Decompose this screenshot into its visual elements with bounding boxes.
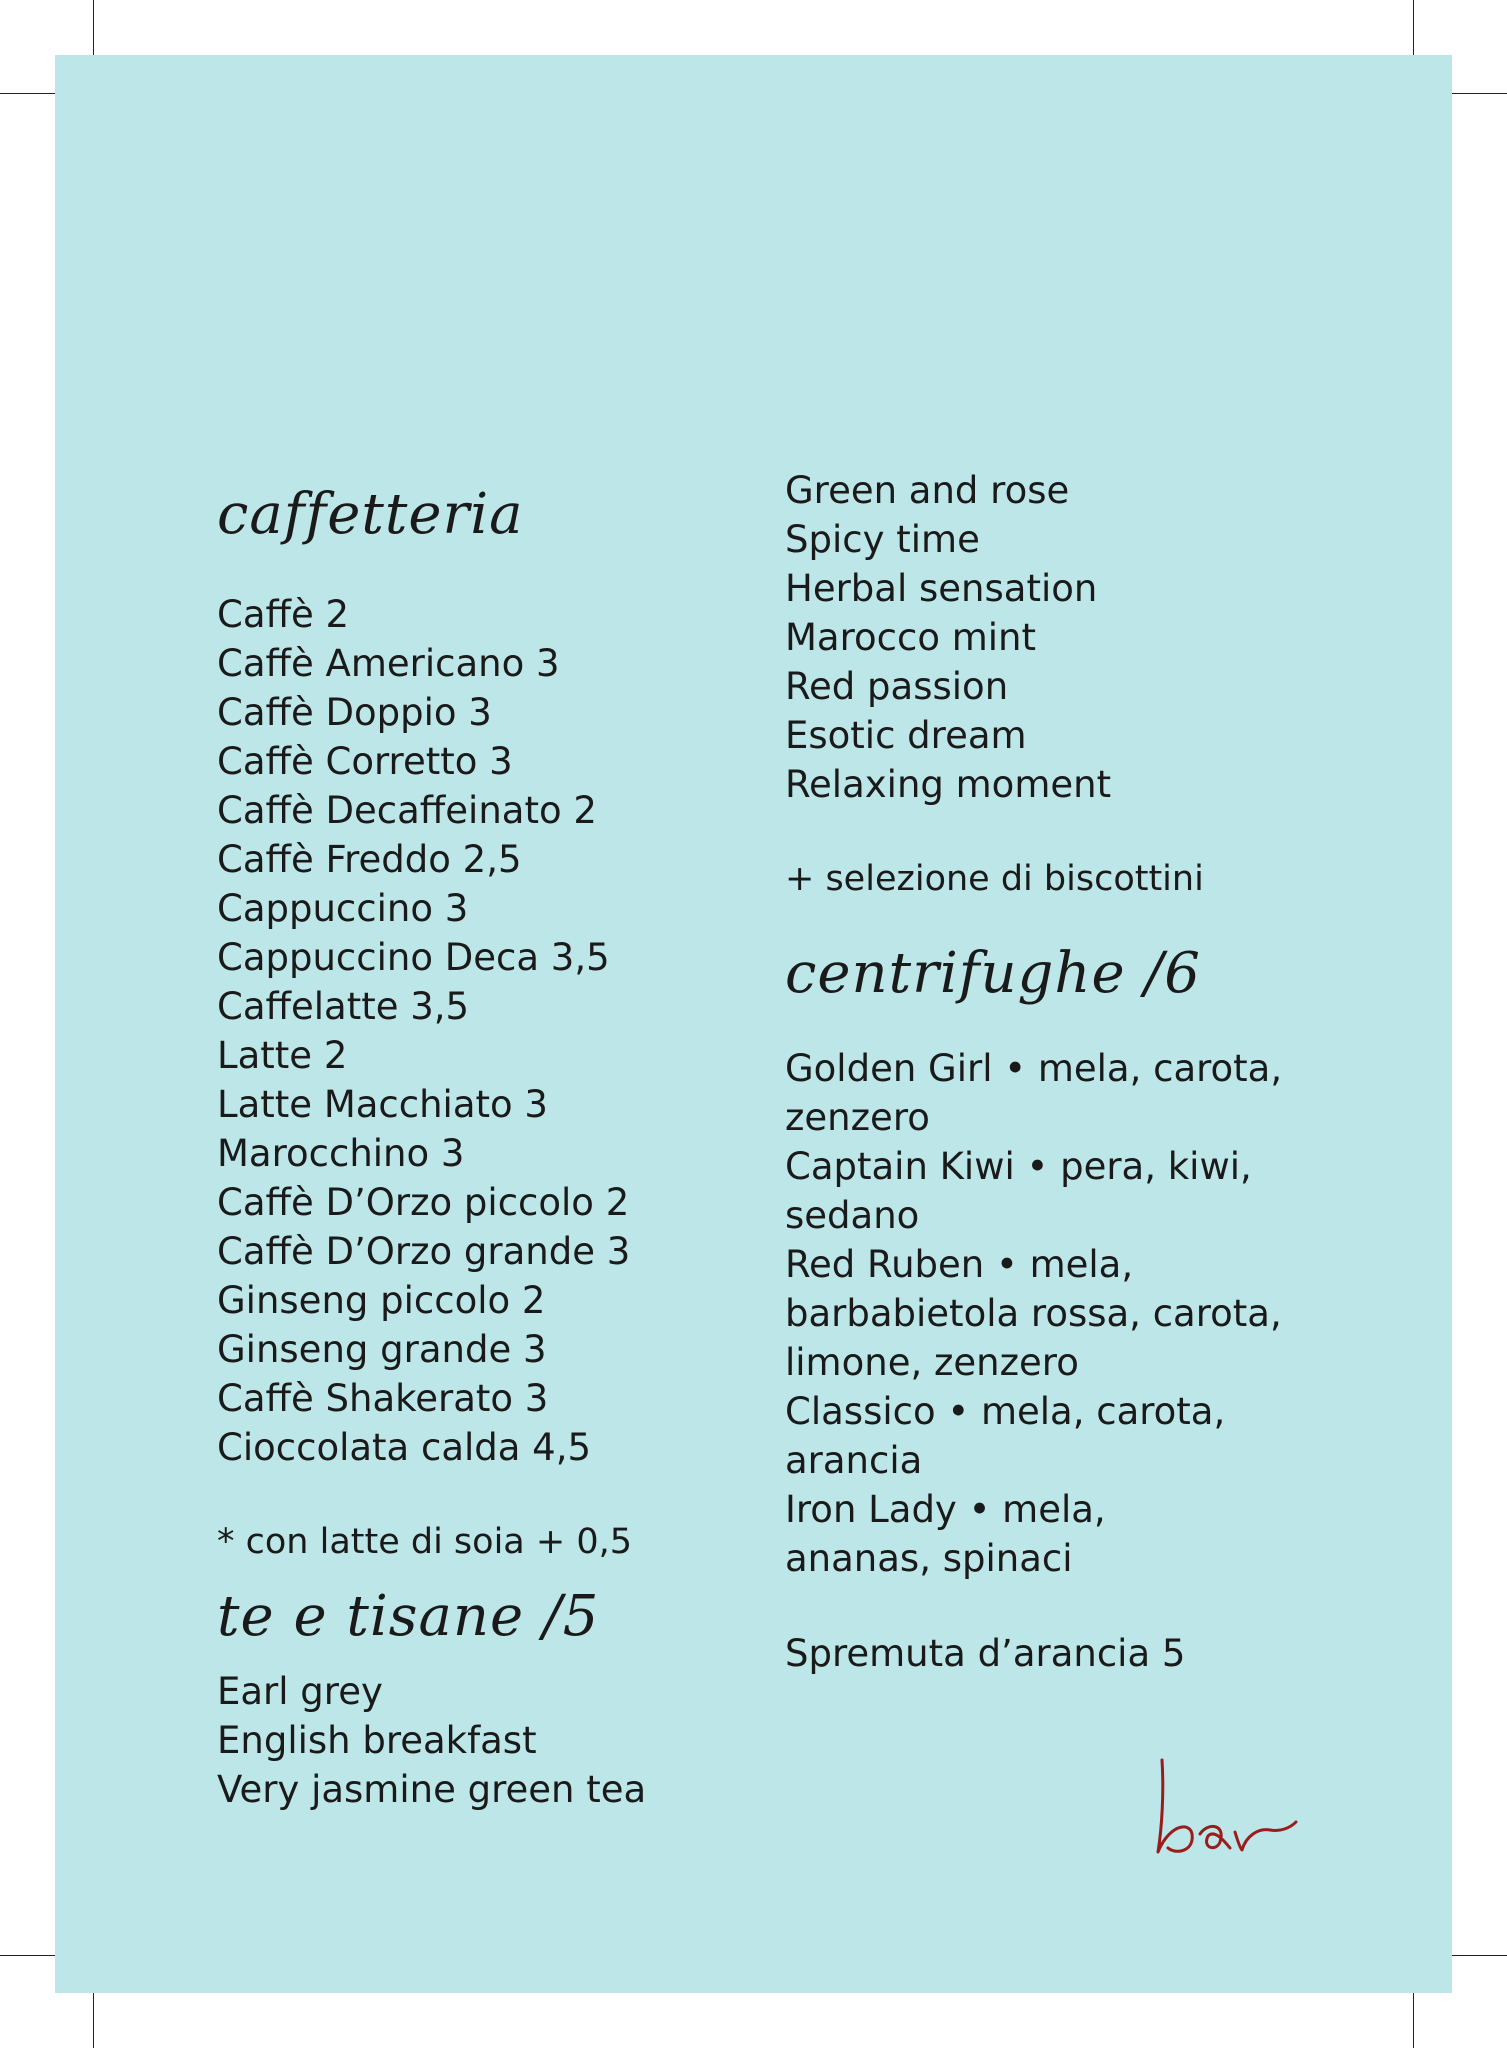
left-column xyxy=(217,440,737,1814)
menu-item: Spicy time xyxy=(785,518,980,561)
crop-mark xyxy=(93,1988,94,2048)
crop-mark xyxy=(1447,93,1507,94)
crop-mark xyxy=(1413,0,1414,60)
juice-item: Iron Lady • mela, ananas, spinaci xyxy=(785,1488,1106,1580)
centrifughe-title-box xyxy=(785,904,1345,1044)
menu-item: Marocco mint xyxy=(785,616,1036,659)
menu-item: Ginseng piccolo 2 xyxy=(217,1279,546,1322)
crop-mark xyxy=(93,0,94,60)
caffetteria-title-box xyxy=(217,440,737,590)
te-list-part1 xyxy=(217,1667,737,1814)
menu-item: Caffè Doppio 3 xyxy=(217,691,492,734)
menu-item: Very jasmine green tea xyxy=(217,1768,647,1811)
menu-item: Earl grey xyxy=(217,1670,383,1713)
te-title-box xyxy=(217,1567,737,1667)
crop-mark xyxy=(1413,1988,1414,2048)
menu-item: Herbal sensation xyxy=(785,567,1098,610)
bar-logo-icon xyxy=(1140,1752,1300,1862)
menu-item: Caffè 2 xyxy=(217,593,350,636)
te-list-part2 xyxy=(785,466,1345,809)
caffetteria-list xyxy=(217,590,737,1472)
menu-item: Caffè Americano 3 xyxy=(217,642,560,685)
juice-item: Classico • mela, carota, arancia xyxy=(785,1390,1226,1482)
menu-item: Cappuccino Deca 3,5 xyxy=(217,936,610,979)
menu-item: Cioccolata calda 4,5 xyxy=(217,1426,592,1469)
menu-item: Marocchino 3 xyxy=(217,1132,465,1175)
menu-item: Latte 2 xyxy=(217,1034,348,1077)
centrifughe-title: centrifughe /6 xyxy=(785,941,1201,1006)
juice-item: Red Ruben • mela, barbabietola rossa, carota, limone, zenzero xyxy=(785,1243,1282,1384)
caffetteria-title: caffetteria xyxy=(217,482,524,547)
menu-item: Relaxing moment xyxy=(785,763,1112,806)
crop-mark xyxy=(0,93,60,94)
menu-item: Caffè D’Orzo piccolo 2 xyxy=(217,1181,630,1224)
crop-mark xyxy=(0,1955,60,1956)
menu-item: Esotic dream xyxy=(785,714,1027,757)
menu-item: Green and rose xyxy=(785,469,1070,512)
menu-item: Ginseng grande 3 xyxy=(217,1328,547,1371)
orange-juice-item: Spremuta d’arancia 5 xyxy=(785,1632,1186,1675)
menu-item: Latte Macchiato 3 xyxy=(217,1083,548,1126)
menu-item: Caffè Shakerato 3 xyxy=(217,1377,549,1420)
juice-item: Captain Kiwi • pera, kiwi, sedano xyxy=(785,1145,1252,1237)
bar-logo xyxy=(1140,1752,1300,1862)
menu-item: Red passion xyxy=(785,665,1009,708)
menu-item: Caffè Corretto 3 xyxy=(217,740,513,783)
menu-item: Caffè D’Orzo grande 3 xyxy=(217,1230,631,1273)
menu-item: Caffè Decaffeinato 2 xyxy=(217,789,597,832)
right-column xyxy=(785,466,1345,1678)
menu-item: Caffè Freddo 2,5 xyxy=(217,838,522,881)
soy-milk-note: * con latte di soia + 0,5 xyxy=(217,1522,632,1562)
menu-item: Caffelatte 3,5 xyxy=(217,985,470,1028)
menu-item: English breakfast xyxy=(217,1719,537,1762)
menu-item: Cappuccino 3 xyxy=(217,887,469,930)
te-title: te e tisane /5 xyxy=(217,1584,600,1649)
crop-mark xyxy=(1447,1955,1507,1956)
biscuits-note: + selezione di biscottini xyxy=(785,859,1204,899)
centrifughe-list xyxy=(785,1044,1345,1583)
juice-item: Golden Girl • mela, carota, zenzero xyxy=(785,1047,1283,1139)
